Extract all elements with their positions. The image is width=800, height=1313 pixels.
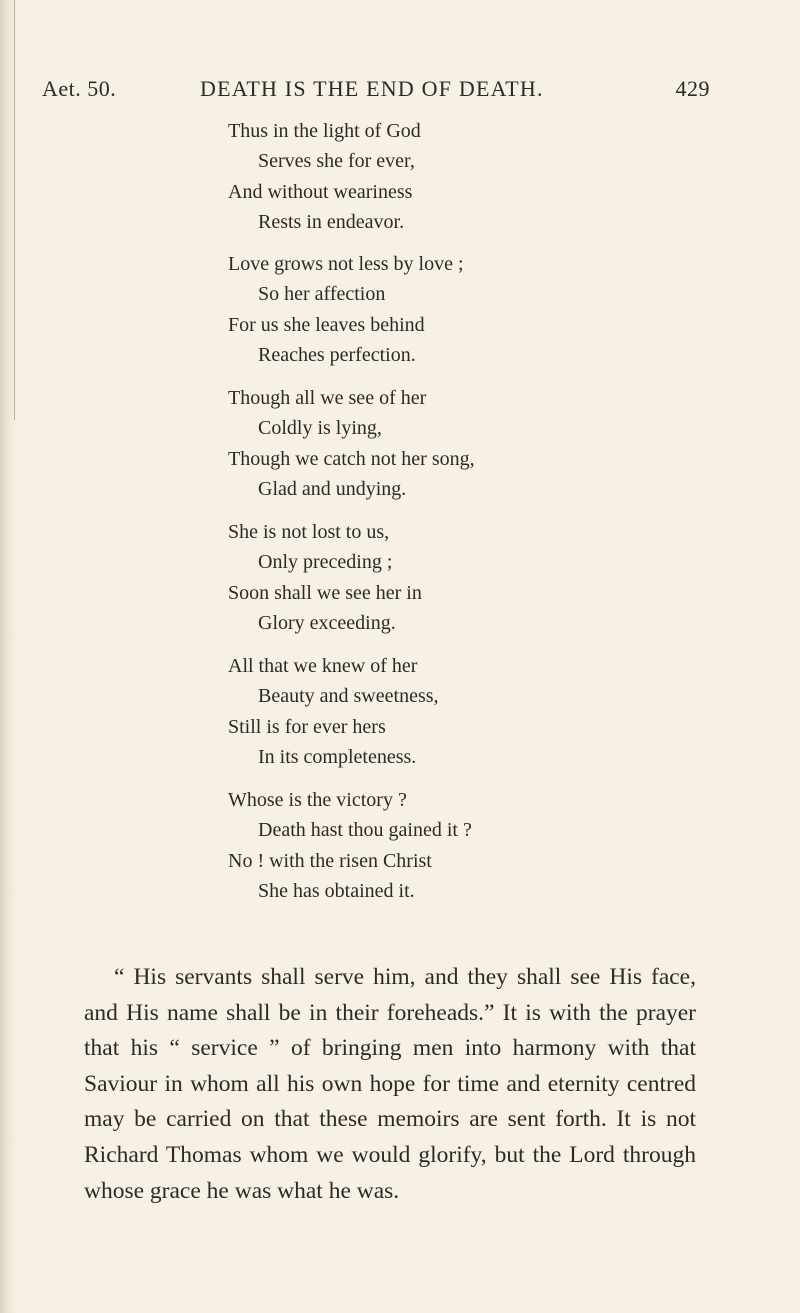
poem-line: Serves she for ever, (258, 150, 415, 173)
closing-paragraph (84, 960, 696, 1209)
poem-stanza-5 (228, 651, 648, 773)
paragraph-text: “ His servants shall serve him, and they shall see His face, and His name shall be in their foreheads.” It is with the prayer that his “ service ” of bringing men into harmony with that Saviour in whom all his own hope for time and eternity centred may be carried on that these memoirs are sent forth. It is not Richard Thomas whom we would glorify, but the Lord through whose grace he was what he was. (84, 964, 696, 1204)
poem-line: Glory exceeding. (258, 612, 396, 635)
poem-line: Coldly is lying, (258, 417, 382, 440)
page-number: 429 (675, 76, 710, 101)
poem-stanza-3 (228, 383, 648, 505)
poem-line: For us she leaves behind (228, 313, 425, 336)
page-gutter-shadow (0, 0, 18, 1313)
running-head (42, 66, 710, 106)
running-head-title: DEATH IS THE END OF DEATH. (200, 76, 544, 101)
running-head-age: Aet. 50. (42, 76, 117, 101)
poem-line: Though all we see of her (228, 387, 427, 409)
poem-line: She has obtained it. (258, 880, 415, 903)
poem-line: So her affection (258, 283, 386, 306)
poem-stanza-4 (228, 517, 648, 639)
poem-line: Death hast thou gained it ? (258, 819, 472, 842)
poem-line: All that we knew of her (228, 655, 418, 677)
page-edge-line (14, 0, 15, 420)
poem-line: Soon shall we see her in (228, 581, 422, 604)
poem-stanza-6 (228, 785, 648, 907)
poem-line: Love grows not less by love ; (228, 253, 464, 275)
poem-line: No ! with the risen Christ (228, 849, 432, 872)
poem-line: Reaches perfection. (258, 344, 416, 367)
poem-line: Still is for ever hers (228, 715, 386, 738)
poem-line: Glad and undying. (258, 478, 407, 501)
poem-line: Thus in the light of God (228, 120, 421, 142)
poem-line: She is not lost to us, (228, 521, 390, 543)
poem-line: And without weariness (228, 180, 413, 203)
poem-line: Rests in endeavor. (258, 211, 405, 234)
poem-line: Only preceding ; (258, 551, 393, 574)
poem-stanza-1 (228, 116, 648, 238)
poem-line: Beauty and sweetness, (258, 685, 439, 708)
poem-stanza-2 (228, 249, 648, 371)
poem-line: Whose is the victory ? (228, 789, 407, 811)
poem-line: In its completeness. (258, 746, 417, 769)
poem-line: Though we catch not her song, (228, 447, 475, 470)
